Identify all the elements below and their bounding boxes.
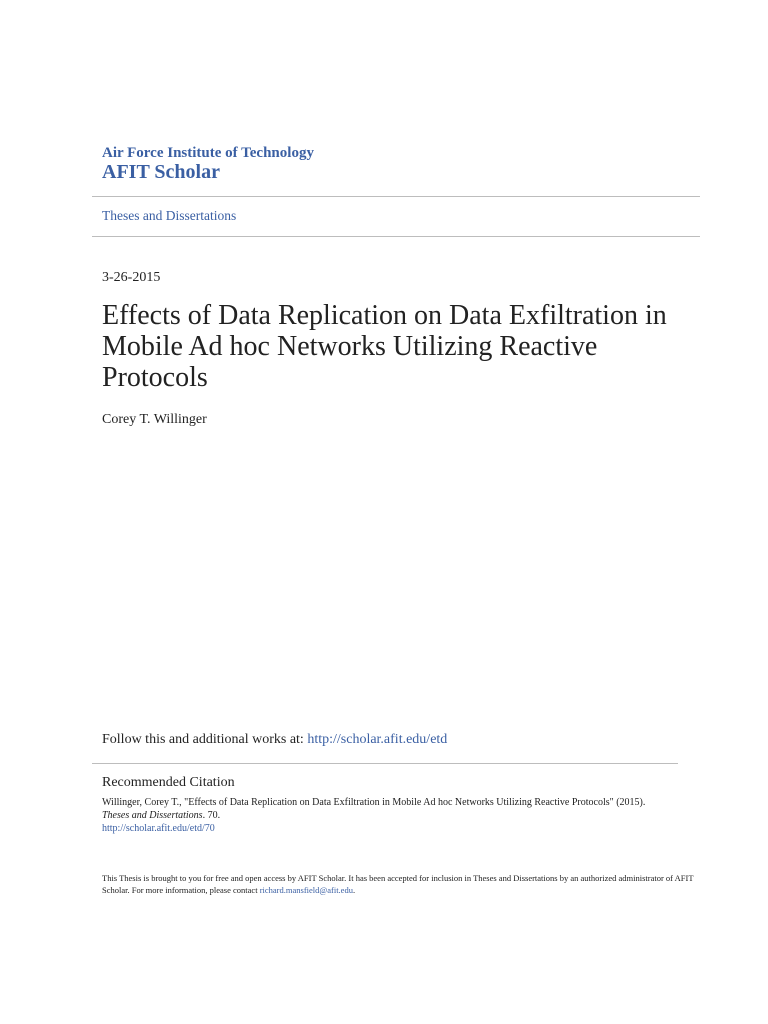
follow-link[interactable]: http://scholar.afit.edu/etd [307,732,448,747]
recommended-citation-heading: Recommended Citation [102,775,235,790]
divider-bottom [92,236,700,237]
divider-top [92,196,700,197]
citation-number: . 70. [202,810,221,821]
notice-text: This Thesis is brought to you for free and open access by AFIT Scholar. It has been accepted for inclusion in Theses and Dissertations by an authorized administrator of AFIT Scholar. For more information, please contact [102,873,694,895]
follow-text: Follow this and additional works at: [102,732,308,747]
collection-link[interactable]: Theses and Dissertations [102,208,237,223]
citation-text: Willinger, Corey T., "Effects of Data Replication on Data Exfiltration in Mobile Ad hoc Networks Utilizing Reactive Protocols" (2015). [102,797,646,808]
document-title: Effects of Data Replication on Data Exfiltration in Mobile Ad hoc Networks Utilizing Reactive Protocols [102,300,667,393]
citation-link[interactable]: http://scholar.afit.edu/etd/70 [102,823,215,834]
institution-name[interactable]: Air Force Institute of Technology [102,145,314,161]
citation-series-line [102,809,702,822]
notice-end: . [352,885,356,895]
citation-series: Theses and Dissertations [102,810,203,821]
access-notice [102,872,702,896]
divider-citation [92,763,678,764]
contact-email-link[interactable]: richard.mansfield@afit.edu [259,885,353,895]
publication-date: 3-26-2015 [102,270,161,285]
author-name: Corey T. Willinger [102,412,207,427]
citation-block [102,796,702,835]
follow-line [102,732,447,748]
repository-name[interactable]: AFIT Scholar [102,161,220,183]
